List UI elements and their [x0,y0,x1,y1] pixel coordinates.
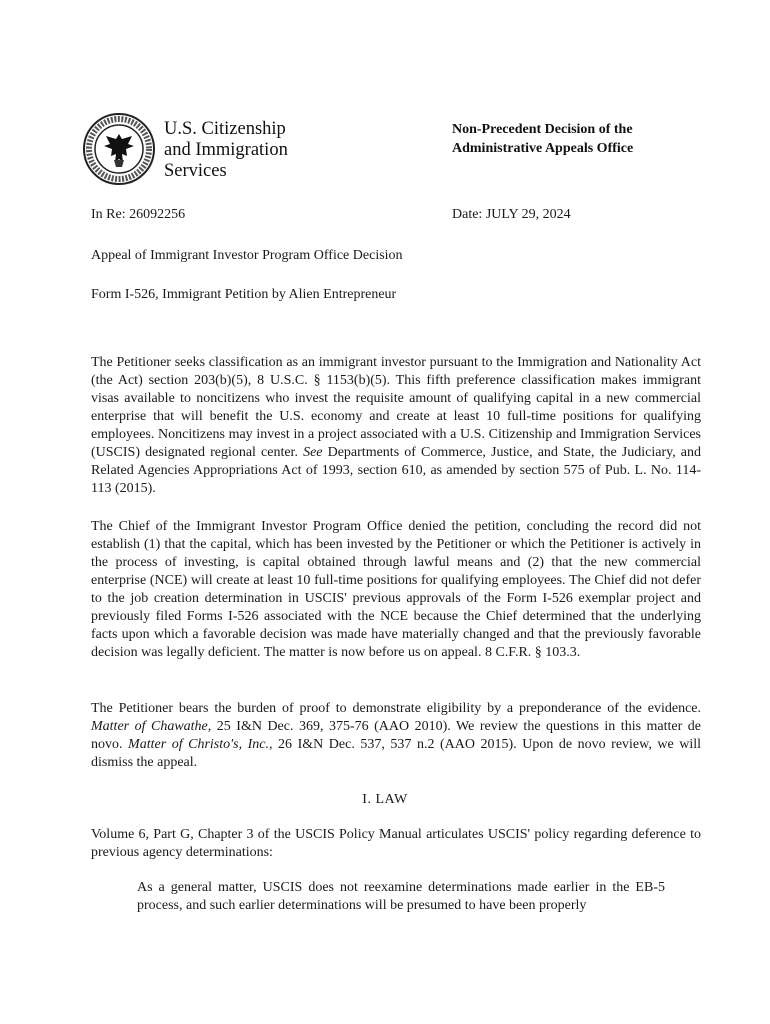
paragraph-3-a: The Petitioner bears the burden of proof to demonstrate eligibility by a preponderance of the evidence. [91,701,701,716]
agency-name [164,119,288,182]
appeal-line: Appeal of Immigrant Investor Program Office Decision [91,248,403,263]
see-signal: See [303,445,323,460]
form-line: Form I-526, Immigrant Petition by Alien Entrepreneur [91,287,397,302]
in-re: In Re: 26092256 [91,207,186,222]
paragraph-1-tail: Departments of Commerce, Justice, and State, the Judiciary, and Related Agencies Appropriations Act of 1993, section 610, as amended by section 575 of Pub. L. No. 114-113 (2015). [91,445,702,496]
paragraph-3-c: 26 I&N Dec. 537, 537 n.2 (AAO 2015). Upon de novo review, we will dismiss the appeal. [91,737,702,770]
paragraph-1 [91,354,701,498]
office-line-1: Non-Precedent Decision of the [452,122,633,137]
case-christos: Matter of Christo's, Inc., [128,737,273,752]
decision-date: Date: JULY 29, 2024 [452,207,571,222]
policy-quote: As a general matter, USCIS does not reexamine determinations made earlier in the EB-5 process, and such earlier determinations will be presumed to have been properly [137,880,665,913]
office-line-2: Administrative Appeals Office [452,141,634,156]
paragraph-2: The Chief of the Immigrant Investor Program Office denied the petition, concluding the record did not establish (1) that the capital, which has been invested by the Petitioner or which the Petitioner is actively in the process of investing, is capital obtained through lawful means and (2) that the new commercial enterprise (NCE) will create at least 10 full-time positions for qualifying employees. The Chief did not defer to the job creation determination in USCIS' previous approvals of the Form I-526 exemplar project and previously filed Forms I-526 associated with the NCE because the Chief determined that the underlying facts upon which a favorable decision was made have materially changed and that the previously favorable decision was legally deficient. The matter is now before us on appeal. 8 C.F.R. § 103.3. [91,519,701,660]
agency-line-1: U.S. Citizenship [164,119,286,139]
section-heading-law: I. LAW [362,792,408,807]
paragraph-4: Volume 6, Part G, Chapter 3 of the USCIS Policy Manual articulates USCIS' policy regarding deference to previous agency determinations: [91,827,701,860]
case-chawathe: Matter of Chawathe, [91,719,212,734]
paragraph-1-text: The Petitioner seeks classification as an immigrant investor pursuant to the Immigration and Nationality Act (the Act) section 203(b)(5), 8 U.S.C. § 1153(b)(5). This fifth preference classification makes immigrant visas available to noncitizens who invest the requisite amount of qualifying capital in a new commercial enterprise that will benefit the U.S. economy and create at least 10 full-time positions for qualifying employees. Noncitizens may invest in a project associated with a U.S. Citizenship and Immigration Services (USCIS) designated regional center. [91,355,701,460]
agency-line-2: and Immigration [164,140,288,160]
agency-line-3: Services [164,161,227,181]
dhs-seal-icon [82,112,156,186]
paragraph-3 [91,700,701,772]
paragraph-3-b: 25 I&N Dec. 369, 375-76 (AAO 2010). We review the questions in this matter de novo. [91,719,701,752]
office-title [452,120,633,158]
